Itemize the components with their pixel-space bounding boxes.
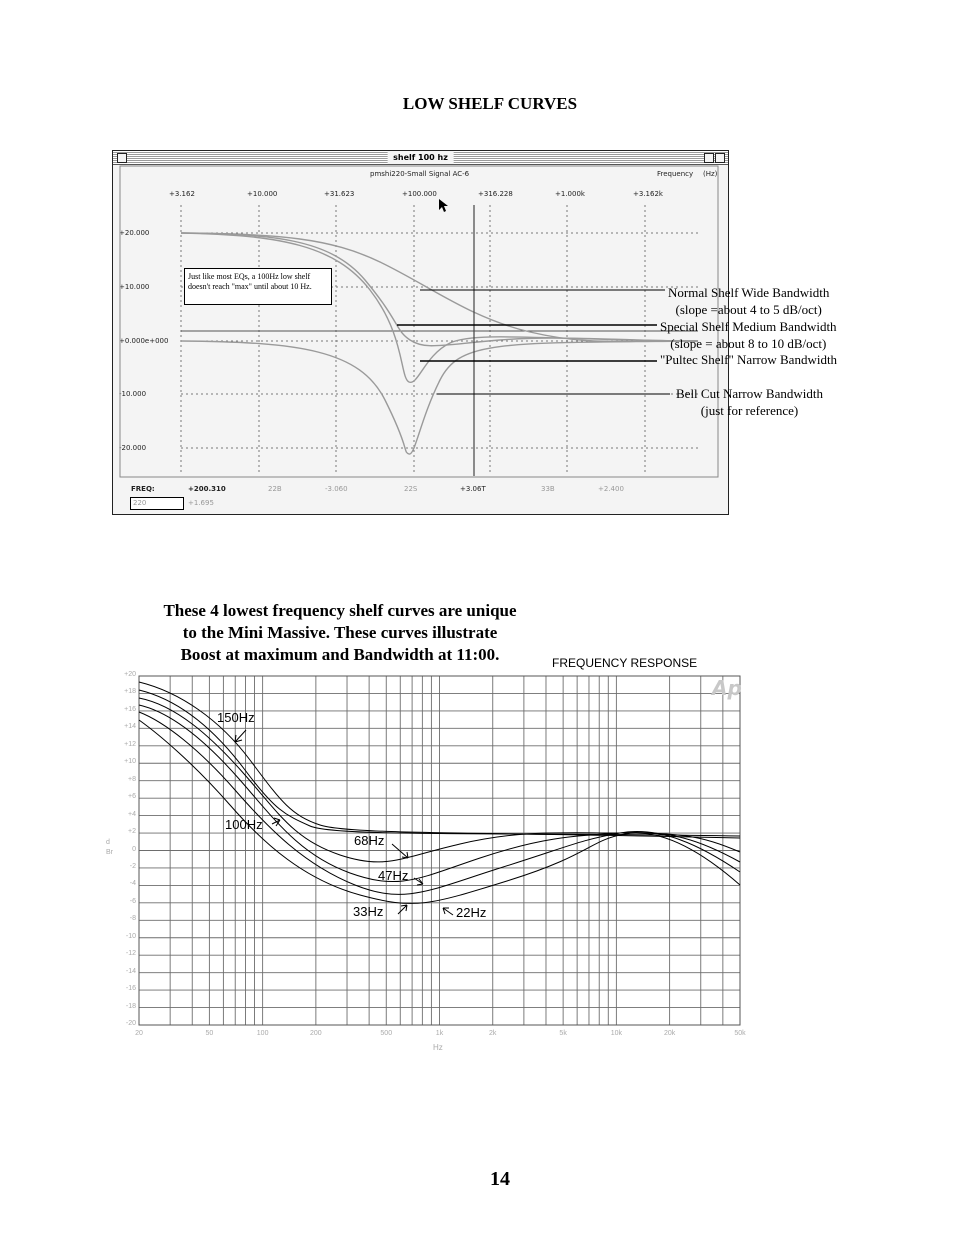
caption [120, 600, 560, 666]
annotation-bell-cut [676, 385, 823, 419]
plot-frame [120, 166, 718, 477]
readout-value: 22S [404, 485, 418, 493]
frequency-axis-label: Frequency [657, 170, 694, 178]
freq-readout-value: +200.310 [188, 485, 226, 493]
curve-label-100hz: 100Hz [225, 817, 263, 832]
readout-value: 22B [268, 485, 282, 493]
y-tick-label: -2 [129, 862, 136, 870]
x-tick-label: +316.228 [478, 190, 513, 198]
x-tick-label: 5k [559, 1030, 567, 1037]
y-tick-label: +6 [128, 793, 136, 801]
x-tick-label: +31.623 [324, 190, 355, 198]
y-tick-label: +20.000 [119, 229, 150, 237]
ap-logo: Ap [712, 676, 742, 700]
freq-sub-value: +1.695 [188, 499, 214, 507]
curve-label-47hz: 47Hz [378, 868, 409, 883]
y-tick-label: -10.000 [119, 390, 147, 398]
x-tick-label: 50k [734, 1030, 746, 1037]
x-tick-label: 500 [380, 1030, 393, 1037]
annotation-special-shelf [660, 318, 837, 352]
y-tick-label: +10 [124, 758, 136, 766]
curve-label-68hz: 68Hz [354, 833, 385, 848]
y-tick-label: -8 [129, 915, 136, 923]
page-number: 14 [490, 1168, 510, 1190]
curve-label-33hz: 33Hz [353, 904, 384, 919]
y-tick-label: -12 [125, 950, 136, 958]
readout-value: 33B [541, 485, 555, 493]
graph-note: Just like most EQs, a 100Hz low shelf doesn't reach "max" until about 10 Hz. [184, 268, 332, 305]
annotation-normal-shelf [668, 284, 829, 318]
y-tick-label: -18 [125, 1002, 136, 1010]
annotation-line: Special Shelf Medium Bandwidth [660, 319, 837, 334]
x-tick-label: +100.000 [402, 190, 437, 198]
arrow-icon [235, 730, 246, 742]
annotation-line: (just for reference) [700, 403, 799, 418]
x-tick-label: 200 [310, 1030, 322, 1037]
x-tick-label: +3.162k [633, 190, 663, 198]
x-axis-label: Hz [433, 1043, 443, 1052]
arrow-icon [398, 905, 407, 914]
curve-label-150hz: 150Hz [217, 710, 255, 725]
y-tick-label: -6 [129, 897, 136, 905]
caption-line: Boost at maximum and Bandwidth at 11:00. [180, 645, 500, 664]
x-tick-label: 10k [610, 1030, 622, 1037]
y-tick-label: +20 [124, 671, 136, 678]
y-tick-label: +0.000e+000 [119, 337, 169, 345]
x-tick-label: +10.000 [247, 190, 278, 198]
arrow-icon [443, 908, 453, 915]
x-tick-label: 1k [435, 1030, 444, 1037]
readout-value: +2.400 [598, 485, 624, 493]
y-tick-label: +10.000 [119, 283, 150, 291]
x-tick-label: 20k [663, 1030, 676, 1037]
y-tick-label: +16 [124, 705, 136, 713]
annotation-line: (slope = about 8 to 10 dB/oct) [670, 336, 827, 351]
x-tick-label: 20 [135, 1030, 143, 1037]
y-tick-label: -4 [129, 880, 136, 888]
x-tick-label: 100 [256, 1030, 269, 1037]
y-tick-label: +14 [124, 723, 136, 731]
x-tick-label: 50 [205, 1030, 214, 1037]
page-title: LOW SHELF CURVES [402, 94, 578, 113]
y-tick-label: 0 [132, 845, 136, 853]
y-axis-label: dBr [106, 839, 113, 856]
curve-label-22hz: 22Hz [456, 905, 487, 920]
arrow-icon [272, 818, 280, 826]
annotation-line: (slope =about 4 to 5 dB/oct) [675, 302, 822, 317]
window-title: shelf 100 hz [387, 151, 454, 164]
x-tick-label: +3.162 [169, 190, 195, 198]
y-tick-label: +12 [124, 740, 136, 748]
graph-subtitle: pmshi220-Small Signal AC-6 [370, 170, 470, 178]
x-tick-label: 2k [489, 1030, 497, 1037]
y-tick-label: +8 [128, 775, 136, 783]
caption-line: These 4 lowest frequency shelf curves are unique [163, 601, 517, 620]
caption-line: to the Mini Massive. These curves illustrate [182, 623, 498, 642]
freq-readout-label: FREQ: [131, 485, 155, 493]
y-tick-label: -20 [125, 1020, 136, 1027]
annotation-line: Normal Shelf Wide Bandwidth [668, 285, 830, 300]
y-tick-label: -10 [125, 932, 136, 940]
readout-value: +3.06T [460, 485, 486, 493]
x-tick-label: +1.000k [555, 190, 585, 198]
mouse-pointer-icon [438, 198, 450, 214]
y-tick-label: +4 [128, 810, 136, 818]
arrow-icon [414, 878, 423, 885]
y-tick-label: +18 [124, 688, 136, 696]
freq-readout-input-value: 220 [133, 499, 147, 507]
annotation-line: Bell Cut Narrow Bandwidth [676, 386, 823, 401]
y-tick-label: -14 [125, 967, 136, 975]
y-tick-label: +2 [128, 828, 136, 836]
frequency-unit-label: (Hz) [703, 170, 718, 178]
y-tick-label: -20.000 [119, 444, 147, 452]
curve-bell-cut [181, 341, 698, 454]
y-tick-label: -16 [125, 985, 136, 993]
annotation-pultec-shelf [660, 351, 837, 368]
annotation-line: "Pultec Shelf" Narrow Bandwidth [660, 352, 838, 367]
freq-readout-input[interactable] [130, 497, 184, 510]
frequency-response-title: FREQUENCY RESPONSE [552, 656, 698, 670]
readout-value: -3.060 [325, 485, 348, 493]
